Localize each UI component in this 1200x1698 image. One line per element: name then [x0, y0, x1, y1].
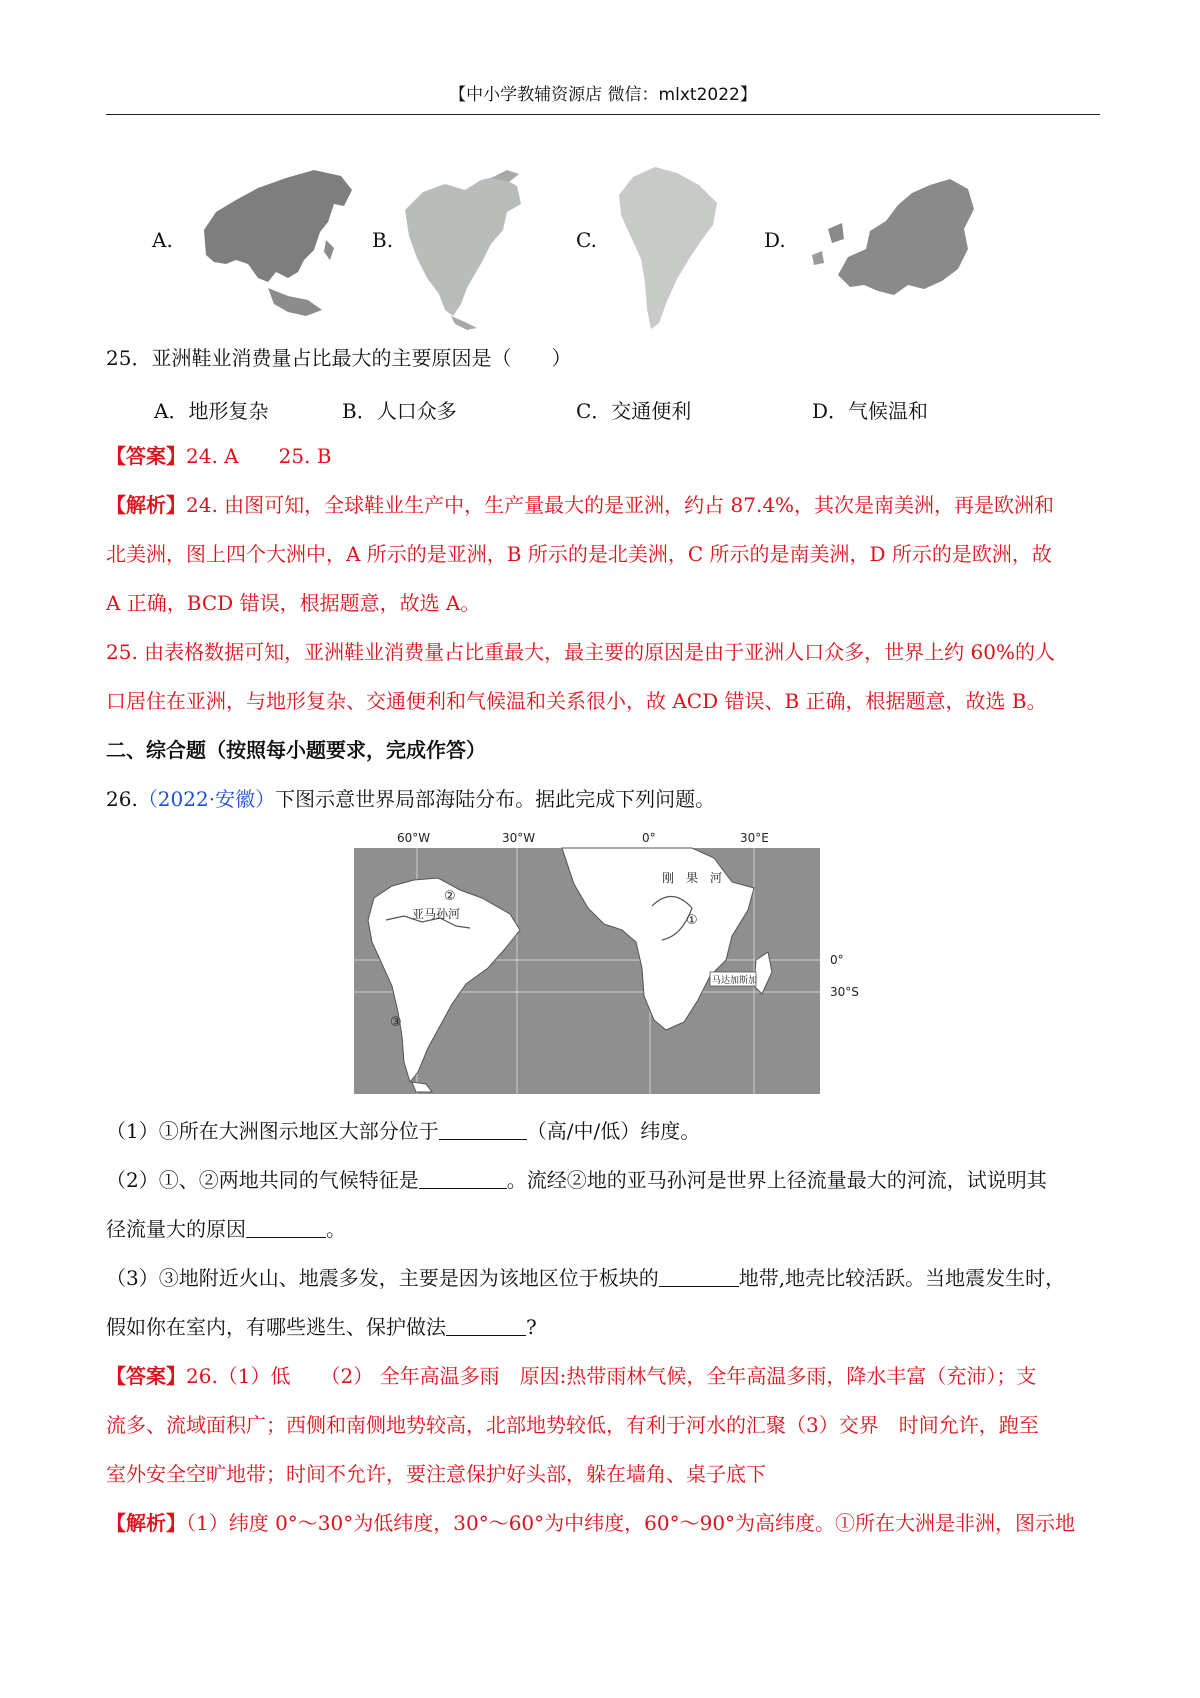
q26-p1-blank — [439, 1121, 527, 1140]
answer-26-tag: 【答案】 — [106, 1364, 186, 1388]
lat-label-30s: 30°S — [830, 985, 859, 999]
congo-label-1: 刚 — [662, 871, 675, 885]
lon-label-60w: 60°W — [397, 831, 431, 845]
congo-label-3: 河 — [710, 871, 723, 885]
amazon-river-label: 亚马孙河 — [412, 907, 461, 921]
analysis-line-3: A 正确，BCD 错误，根据题意，故选 A。 — [106, 591, 481, 615]
header-divider — [106, 114, 1100, 115]
analysis-line-2: 北美洲，图上四个大洲中，A 所示的是亚洲，B 所示的是北美洲，C 所示的是南美洲，D 所示的是欧洲，故 — [106, 542, 1052, 566]
q26-part-3-cont — [106, 1312, 537, 1342]
section-2-title: 二、综合题（按照每小题要求，完成作答） — [106, 738, 486, 762]
q26-part-3 — [106, 1263, 1065, 1293]
answer-tag: 【答案】 — [106, 444, 186, 468]
option-b-label: B. — [372, 228, 394, 252]
analysis-line-5: 口居住在亚洲，与地形复杂、交通便利和气候温和关系很小，故 ACD 错误、B 正确，根据题意，故选 B。 — [106, 689, 1047, 713]
congo-label-2: 果 — [686, 871, 699, 885]
asia-map-icon — [196, 160, 356, 330]
q26-p3-blank-1 — [659, 1268, 739, 1287]
q26-p2-blank-1 — [419, 1170, 507, 1189]
world-sea-land-map — [352, 826, 872, 1096]
q26-p3-text-3: 假如你在室内，有哪些逃生、保护做法 — [106, 1315, 446, 1339]
q26-p2-blank-2 — [246, 1219, 326, 1238]
q25-stem: 25．亚洲鞋业消费量占比最大的主要原因是（ ） — [106, 346, 572, 370]
lon-label-0: 0° — [642, 831, 656, 845]
point-2-marker: ② — [444, 889, 456, 904]
lon-label-30e: 30°E — [740, 831, 769, 845]
q25-option-c: C．交通便利 — [576, 399, 692, 423]
q26-p3-text-4: ? — [526, 1315, 537, 1339]
q26-p2-text-2: 。流经②地的亚马孙河是世界上径流量最大的河流，试说明其 — [506, 1168, 1047, 1192]
analysis-line-1 — [106, 490, 1054, 520]
q26-stem — [106, 784, 715, 814]
q26-p3-text: （3）③地附近火山、地震多发，主要是因为该地区位于板块的 — [106, 1266, 659, 1290]
south-america-map-icon — [615, 163, 725, 335]
q26-p2-text-4: 。 — [326, 1217, 346, 1241]
madagascar-label: 马达加斯加 — [712, 976, 758, 986]
north-america-map-icon — [395, 170, 535, 330]
answer-26-line-3: 室外安全空旷地带；时间不允许，要注意保护好头部，躲在墙角、桌子底下 — [106, 1462, 766, 1486]
answer-26-text-1: 26.（1）低 （2） 全年高温多雨 原因:热带雨林气候，全年高温多雨，降水丰富（充沛）；支 — [186, 1364, 1037, 1388]
q26-source: （2022·安徽） — [137, 787, 276, 811]
answer-26-line-2: 流多、流域面积广；西侧和南侧地势较高，北部地势较低，有利于河水的汇聚（3）交界 时间允许，跑至 — [106, 1413, 1039, 1437]
q26-text: 下图示意世界局部海陆分布。据此完成下列问题。 — [275, 787, 716, 811]
answer-24-25 — [106, 441, 331, 471]
q26-part-2 — [106, 1165, 1047, 1195]
analysis-line-4: 25. 由表格数据可知，亚洲鞋业消费量占比重最大，最主要的原因是由于亚洲人口众多，世界上约 60%的人 — [106, 640, 1055, 664]
analysis-26-line-1 — [106, 1508, 1075, 1538]
q26-part-1 — [106, 1116, 700, 1146]
option-d-label: D. — [764, 228, 786, 252]
q26-p2-text: （2）①、②两地共同的气候特征是 — [106, 1168, 419, 1192]
page-header: 【中小学教辅资源店 微信：mlxt2022】 — [449, 85, 757, 105]
q25-option-b: B．人口众多 — [342, 399, 457, 423]
point-1-marker: ① — [686, 913, 698, 928]
q25-option-a: A．地形复杂 — [154, 399, 269, 423]
point-3-marker: ③ — [390, 1015, 402, 1030]
europe-map-icon — [808, 165, 978, 330]
q26-p1-text: （1）①所在大洲图示地区大部分位于 — [106, 1119, 439, 1143]
option-c-label: C. — [576, 228, 597, 252]
analysis-text-1: 24. 由图可知，全球鞋业生产中，生产量最大的是亚洲，约占 87.4%，其次是南美洲，再是欧洲和 — [186, 493, 1055, 517]
answer-26-line-1 — [106, 1361, 1036, 1391]
q26-p3-text-2: 地带,地壳比较活跃。当地震发生时， — [738, 1266, 1066, 1290]
lat-label-0: 0° — [830, 953, 844, 967]
q26-p3-blank-2 — [446, 1317, 526, 1336]
analysis-26-tag: 【解析】 — [106, 1511, 186, 1535]
q26-p2-text-3: 径流量大的原因 — [106, 1217, 246, 1241]
q26-part-2-cont — [106, 1214, 346, 1244]
option-a-label: A. — [152, 228, 173, 252]
lon-label-30w: 30°W — [502, 831, 536, 845]
q26-p1-text-2: （高/中/低）纬度。 — [526, 1119, 701, 1143]
analysis-tag: 【解析】 — [106, 493, 186, 517]
analysis-26-text: （1）纬度 0°～30°为低纬度，30°～60°为中纬度，60°～90°为高纬度。①所在大洲是非洲，图示地 — [186, 1511, 1076, 1535]
q26-number: 26. — [106, 787, 138, 811]
answer-text: 24. A 25. B — [186, 444, 332, 468]
q25-option-d: D．气候温和 — [812, 399, 929, 423]
